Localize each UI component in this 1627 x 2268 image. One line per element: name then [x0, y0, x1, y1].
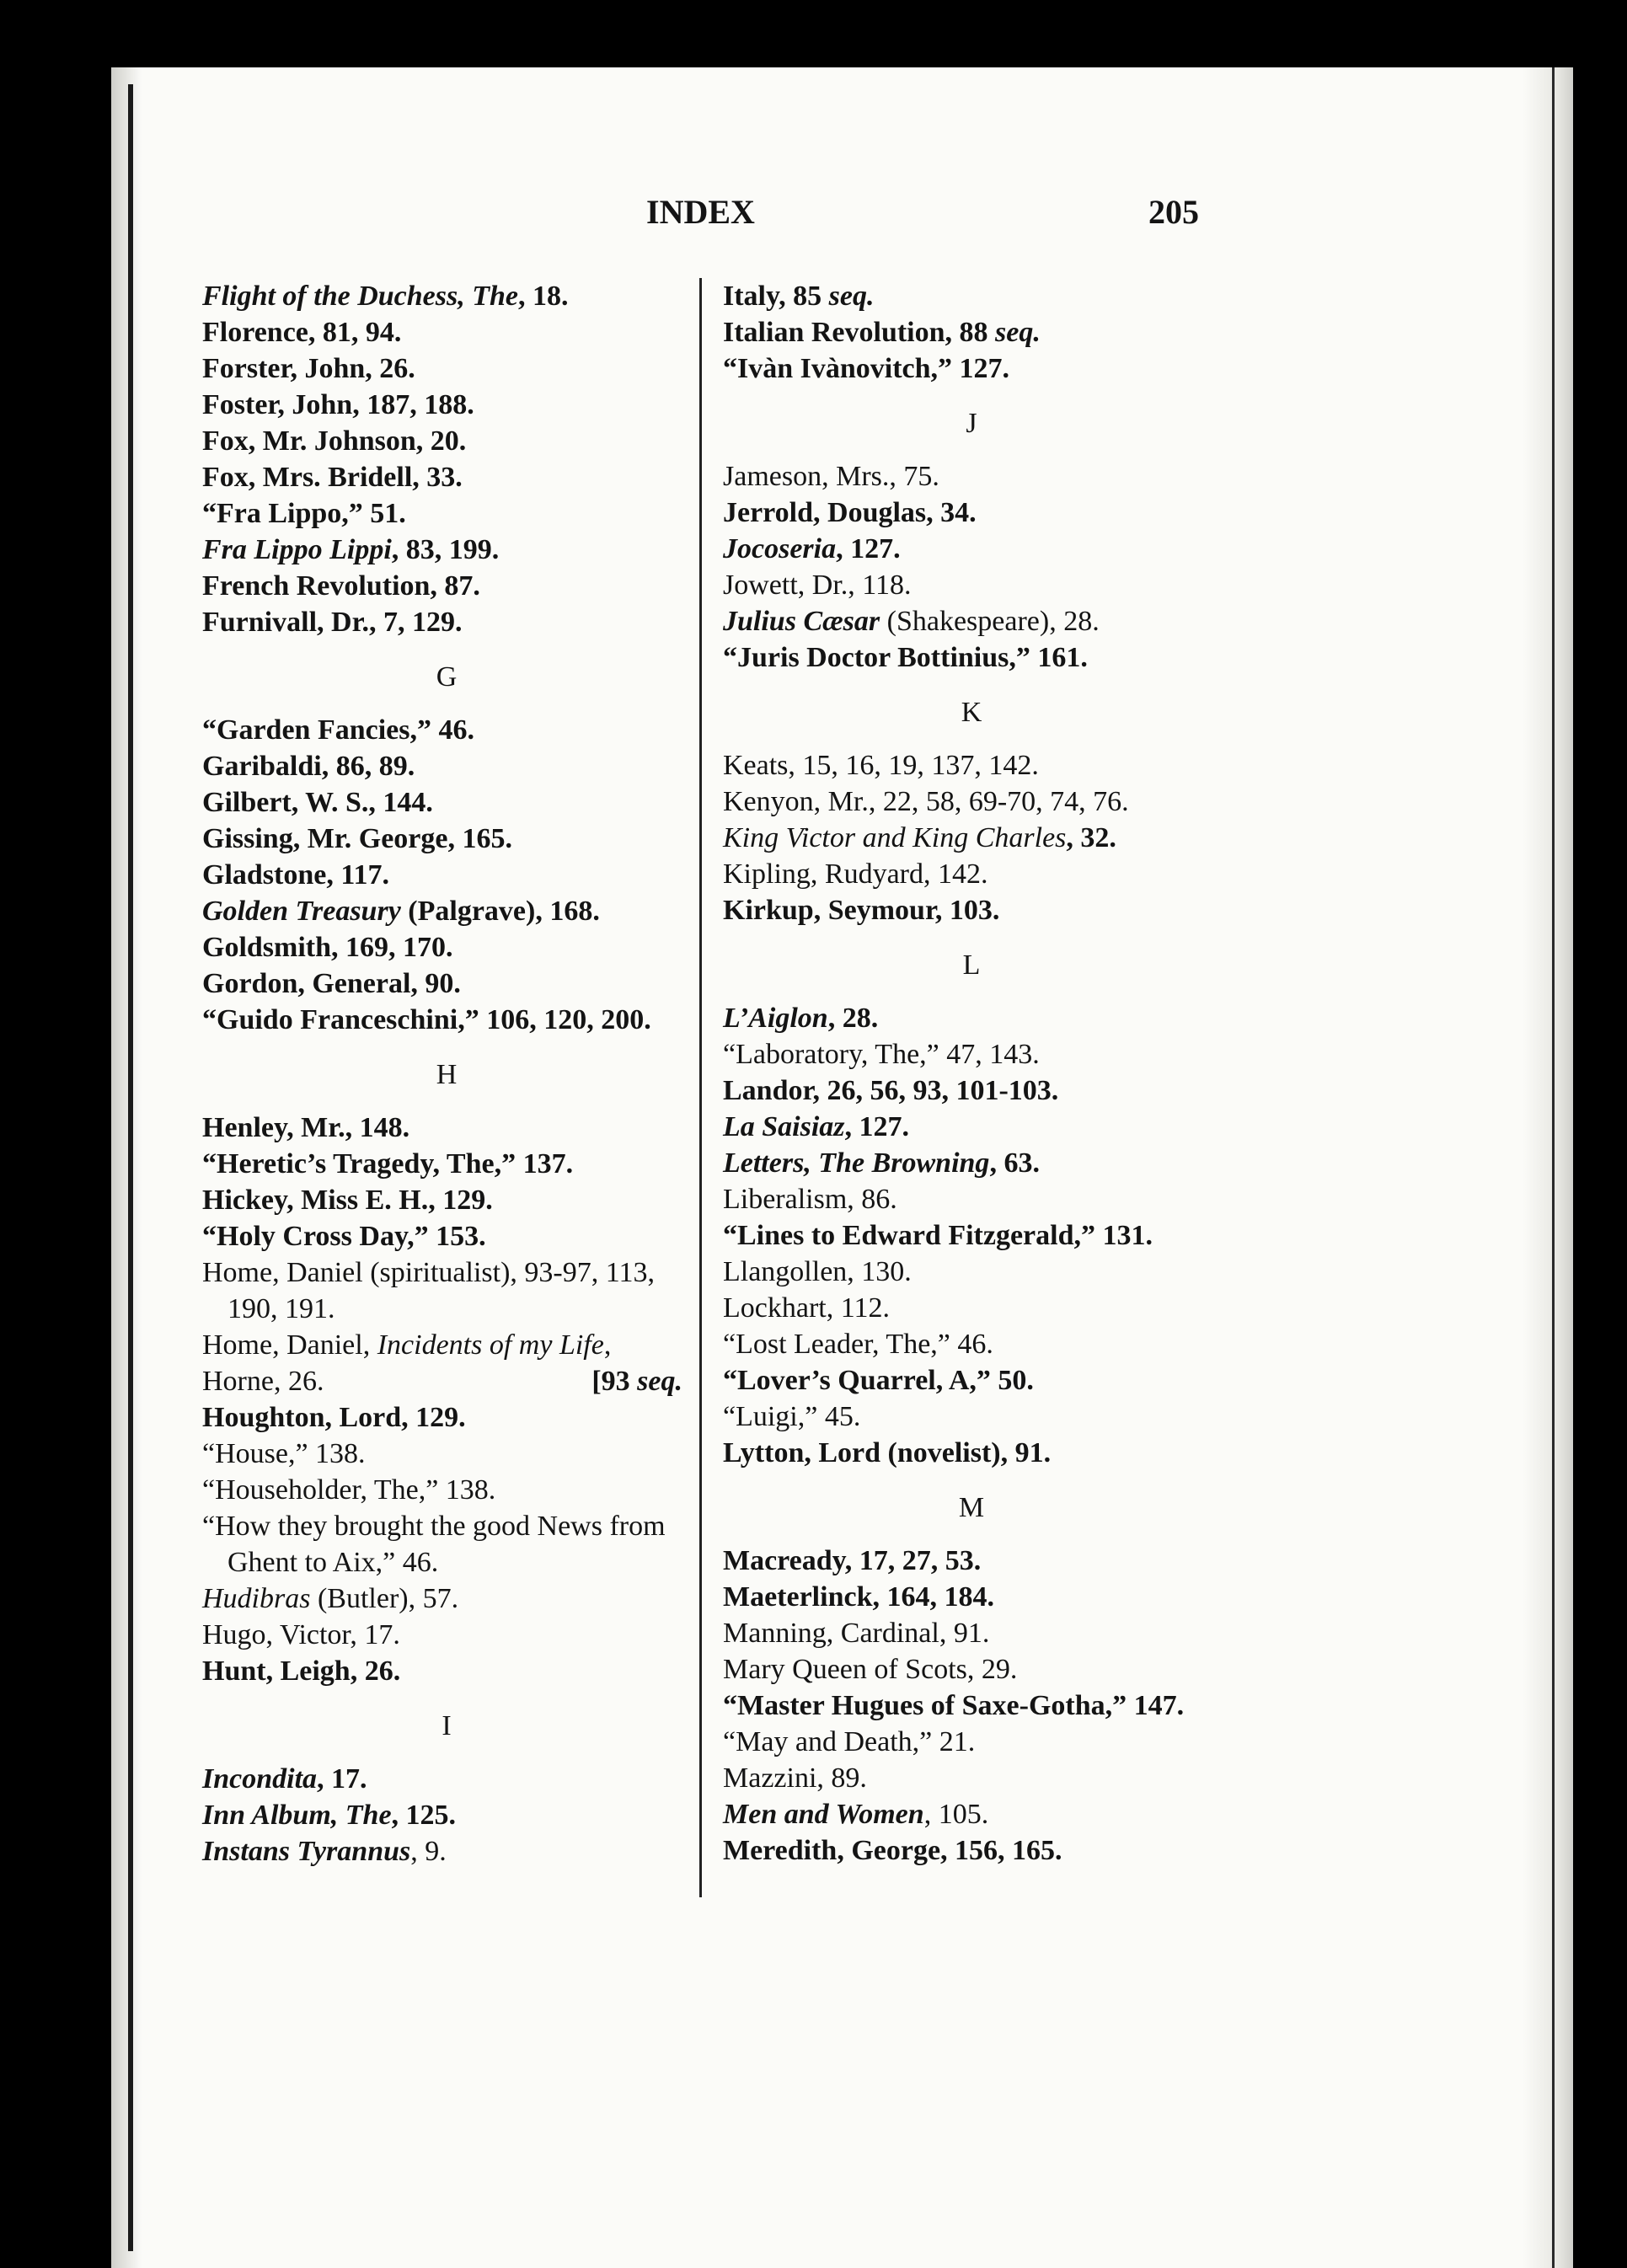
- index-column-left: [202, 278, 691, 1869]
- index-entry: Lockhart, 112.: [723, 1292, 890, 1324]
- section-letter-m: M: [958, 1492, 985, 1523]
- index-entry: Garibaldi, 86, 89.: [202, 751, 415, 782]
- index-entry: “Lines to Edward Fitzgerald,” 131.: [723, 1220, 1153, 1251]
- index-entry: Golden Treasury (Palgrave), 168.: [202, 896, 600, 927]
- index-entry: Home, Daniel (spiritualist), 93-97, 113, 190, 191.: [202, 1257, 655, 1324]
- section-letter-j: J: [966, 408, 977, 439]
- index-entry: Kirkup, Seymour, 103.: [723, 895, 1000, 926]
- index-entry: Macready, 17, 27, 53.: [723, 1545, 982, 1576]
- section-letter-l: L: [962, 949, 981, 981]
- index-entry: Julius Cæsar (Shakespeare), 28.: [723, 606, 1100, 637]
- index-entry: Inn Album, The, 125.: [202, 1800, 457, 1831]
- index-entry: “House,” 138.: [202, 1438, 366, 1469]
- index-entry: Keats, 15, 16, 19, 137, 142.: [723, 750, 1039, 781]
- page-fold-shadow: [1523, 67, 1573, 2268]
- section-letter-i: I: [442, 1710, 452, 1741]
- index-entry: Forster, John, 26.: [202, 353, 415, 384]
- index-entry: “Ivàn Ivànovitch,” 127.: [723, 353, 1010, 384]
- binding-edge: [128, 84, 133, 2251]
- index-entry: L’Aiglon, 28.: [723, 1003, 879, 1034]
- index-entry: Hunt, Leigh, 26.: [202, 1656, 401, 1687]
- index-entry: “Laboratory, The,” 47, 143.: [723, 1039, 1040, 1070]
- index-entry: Lytton, Lord (novelist), 91.: [723, 1437, 1052, 1468]
- index-entry: “Lost Leader, The,” 46.: [723, 1329, 993, 1360]
- index-entry: Letters, The Browning, 63.: [723, 1147, 1040, 1179]
- index-entry: Men and Women, 105.: [723, 1799, 989, 1830]
- index-entry: King Victor and King Charles, 32.: [723, 822, 1116, 853]
- index-entry: Goldsmith, 169, 170.: [202, 932, 453, 963]
- index-entry: Furnivall, Dr., 7, 129.: [202, 607, 463, 638]
- index-entry: Llangollen, 130.: [723, 1256, 912, 1287]
- index-entry: “How they brought the good News from Ghent to Aix,” 46.: [202, 1511, 666, 1578]
- page-fold-edge: [1552, 67, 1555, 2268]
- index-entry: Mazzini, 89.: [723, 1763, 867, 1794]
- index-entry: Fra Lippo Lippi, 83, 199.: [202, 534, 500, 565]
- index-entry: Hickey, Miss E. H., 129.: [202, 1185, 493, 1216]
- carryover-text: [93 seq.: [591, 1366, 682, 1397]
- index-entry: Kenyon, Mr., 22, 58, 69-70, 74, 76.: [723, 786, 1129, 817]
- index-entry: Jerrold, Douglas, 34.: [723, 497, 977, 528]
- index-entry: “Luigi,” 45.: [723, 1401, 861, 1432]
- index-entry: Instans Tyrannus, 9.: [202, 1836, 447, 1867]
- index-entry: “Master Hugues of Saxe-Gotha,” 147.: [723, 1690, 1185, 1721]
- section-letter-h: H: [436, 1059, 458, 1090]
- index-entry: La Saisiaz, 127.: [723, 1111, 910, 1142]
- index-entry: Houghton, Lord, 129.: [202, 1402, 466, 1433]
- index-entry: Gordon, General, 90.: [202, 968, 461, 999]
- index-entry: Florence, 81, 94.: [202, 317, 402, 348]
- index-entry: “May and Death,” 21.: [723, 1726, 976, 1757]
- page-number: 205: [1148, 193, 1199, 231]
- index-entry: “Garden Fancies,” 46.: [202, 714, 474, 746]
- index-entry: Maeterlinck, 164, 184.: [723, 1581, 994, 1613]
- index-entry: “Householder, The,” 138.: [202, 1474, 496, 1506]
- index-entry: Gilbert, W. S., 144.: [202, 787, 433, 818]
- index-entry: Manning, Cardinal, 91.: [723, 1618, 990, 1649]
- index-entry: Fox, Mr. Johnson, 20.: [202, 425, 467, 457]
- index-column-right: [723, 278, 1220, 1869]
- index-entry: Gladstone, 117.: [202, 859, 389, 891]
- index-entry: Fox, Mrs. Bridell, 33.: [202, 462, 463, 493]
- index-entry: “Heretic’s Tragedy, The,” 137.: [202, 1148, 574, 1179]
- index-entry: Hugo, Victor, 17.: [202, 1619, 400, 1650]
- index-entry: “Juris Doctor Bottinius,” 161.: [723, 642, 1088, 673]
- index-entry-horne: Horne, 26.: [202, 1366, 324, 1397]
- index-entry: Landor, 26, 56, 93, 101-103.: [723, 1075, 1059, 1106]
- index-entry: Meredith, George, 156, 165.: [723, 1835, 1062, 1866]
- index-entry: Jowett, Dr., 118.: [723, 570, 912, 601]
- index-entry: Home, Daniel, Incidents of my Life,: [202, 1329, 612, 1361]
- index-entry: [202, 1363, 682, 1399]
- index-entry: Hudibras (Butler), 57.: [202, 1583, 459, 1614]
- section-letter-k: K: [961, 697, 982, 728]
- index-entry: Jameson, Mrs., 75.: [723, 461, 939, 492]
- index-entry: Foster, John, 187, 188.: [202, 389, 474, 420]
- index-entry: Mary Queen of Scots, 29.: [723, 1654, 1018, 1685]
- running-head: INDEX: [646, 193, 755, 231]
- index-entry: Gissing, Mr. George, 165.: [202, 823, 512, 854]
- index-entry: “Lover’s Quarrel, A,” 50.: [723, 1365, 1034, 1396]
- index-entry: Jocoseria, 127.: [723, 533, 901, 564]
- index-entry: “Guido Franceschini,” 106, 120, 200.: [202, 1004, 651, 1035]
- column-rule: [699, 278, 702, 1897]
- index-entry: Kipling, Rudyard, 142.: [723, 859, 988, 890]
- index-entry: Incondita, 17.: [202, 1763, 367, 1795]
- page-gutter-shadow: [111, 67, 142, 2268]
- index-entry: French Revolution, 87.: [202, 570, 480, 602]
- section-letter-g: G: [436, 661, 458, 693]
- index-entry: Flight of the Duchess, The, 18.: [202, 281, 569, 312]
- index-entry: Henley, Mr., 148.: [202, 1112, 410, 1143]
- index-entry: Italian Revolution, 88 seq.: [723, 317, 1041, 348]
- index-entry: “Holy Cross Day,” 153.: [202, 1221, 486, 1252]
- index-entry: Liberalism, 86.: [723, 1184, 897, 1215]
- index-entry: “Fra Lippo,” 51.: [202, 498, 406, 529]
- index-entry: Italy, 85 seq.: [723, 281, 875, 312]
